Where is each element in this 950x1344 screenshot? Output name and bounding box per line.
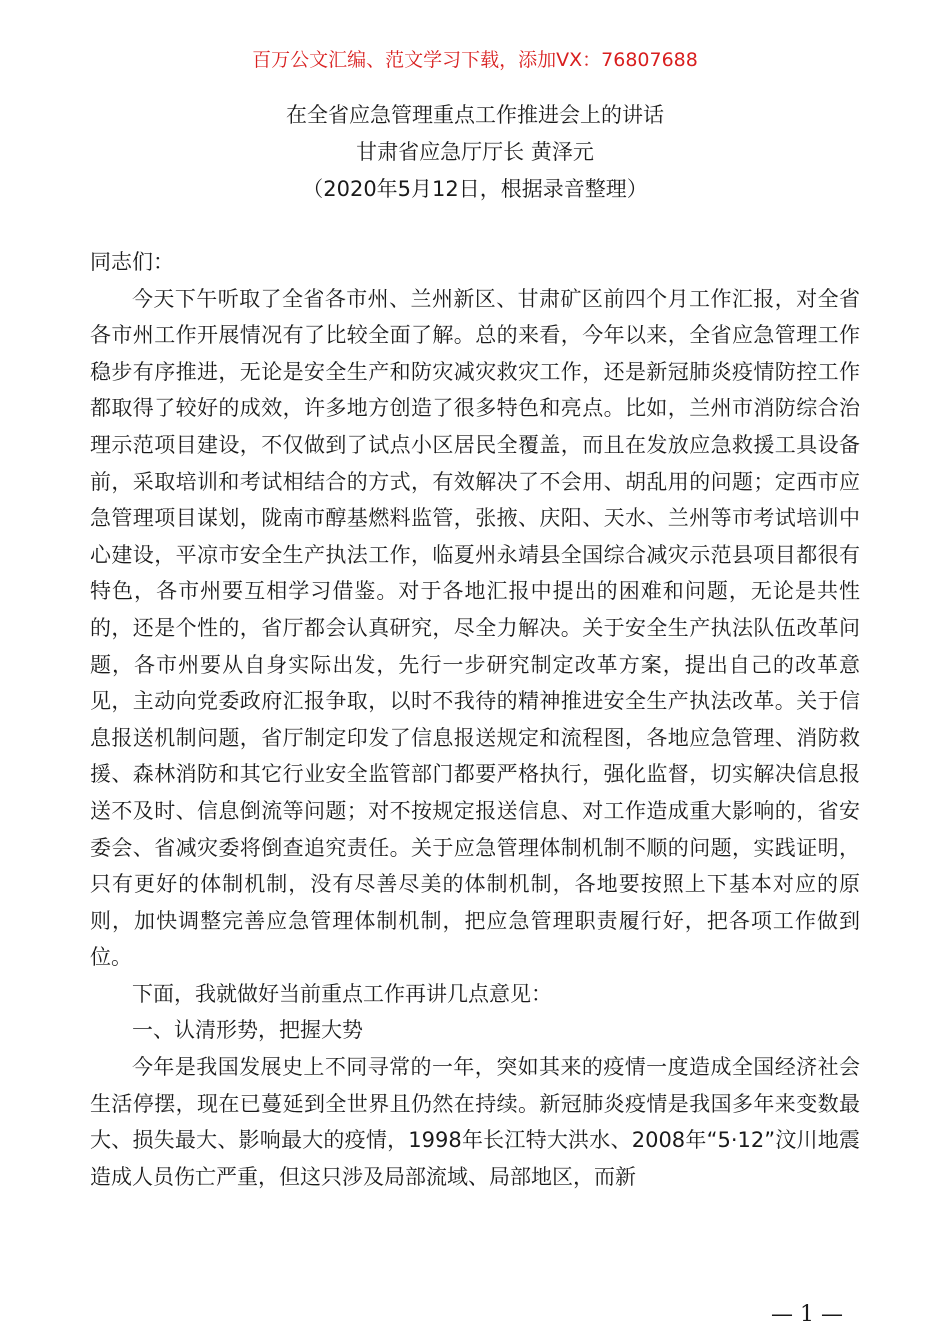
section-heading-1: 一、认清形势，把握大势 bbox=[132, 1018, 363, 1043]
paragraph-2: 下面，我就做好当前重点工作再讲几点意见： bbox=[132, 981, 552, 1006]
document-body bbox=[90, 244, 860, 1195]
date-note: （2020年5月12日，根据录音整理） bbox=[302, 177, 648, 201]
salutation: 同志们： bbox=[90, 250, 174, 274]
paragraph-3: 今年是我国发展史上不同寻常的一年，突如其来的疫情一度造成全国经济社会生活停摆，现在已蔓延到全世界且仍然在持续。新冠肺炎疫情是我国多年来变数最大、损失最大、影响最大的疫情，1998年长江特大洪水、2008年“5·12”汶川地震造成人员伤亡严重，但这只涉及局部流域、局部地区，而新 bbox=[90, 1055, 860, 1189]
document-header bbox=[0, 97, 950, 208]
document-title: 在全省应急管理重点工作推进会上的讲话 bbox=[286, 103, 664, 127]
watermark-banner: 百万公文汇编、范文学习下载，添加VX：76807688 bbox=[252, 49, 698, 71]
page-number: — 1 — bbox=[771, 1302, 843, 1327]
paragraph-1: 今天下午听取了全省各市州、兰州新区、甘肃矿区前四个月工作汇报，对全省各市州工作开展情况有了比较全面了解。总的来看，今年以来，全省应急管理工作稳步有序推进，无论是安全生产和防灾减灾救灾工作，还是新冠肺炎疫情防控工作都取得了较好的成效，许多地方创造了很多特色和亮点。比如，兰州市消防综合治理示范项目建设，不仅做到了试点小区居民全覆盖，而且在发放应急救援工具设备前，采取培训和考试相结合的方式，有效解决了不会用、胡乱用的问题；定西市应急管理项目谋划，陇南市醇基燃料监管，张掖、庆阳、天水、兰州等市考试培训中心建设，平凉市安全生产执法工作，临夏州永靖县全国综合减灾示范县项目都很有特色，各市州要互相学习借鉴。对于各地汇报中提出的困难和问题，无论是共性的，还是个性的，省厅都会认真研究，尽全力解决。关于安全生产执法队伍改革问题，各市州要从自身实际出发，先行一步研究制定改革方案，提出自己的改革意见，主动向党委政府汇报争取，以时不我待的精神推进安全生产执法改革。关于信息报送机制问题，省厅制定印发了信息报送规定和流程图，各地应急管理、消防救援、森林消防和其它行业安全监管部门都要严格执行，强化监督，切实解决信息报送不及时、信息倒流等问题；对不按规定报送信息、对工作造成重大影响的，省安委会、省减灾委将倒查追究责任。关于应急管理体制机制不顺的问题，实践证明，只有更好的体制机制，没有尽善尽美的体制机制，各地要按照上下基本对应的原则，加快调整完善应急管理体制机制，把应急管理职责履行好，把各项工作做到位。 bbox=[90, 286, 860, 970]
speaker-line: 甘肃省应急厅厅长 黄泽元 bbox=[356, 140, 594, 164]
